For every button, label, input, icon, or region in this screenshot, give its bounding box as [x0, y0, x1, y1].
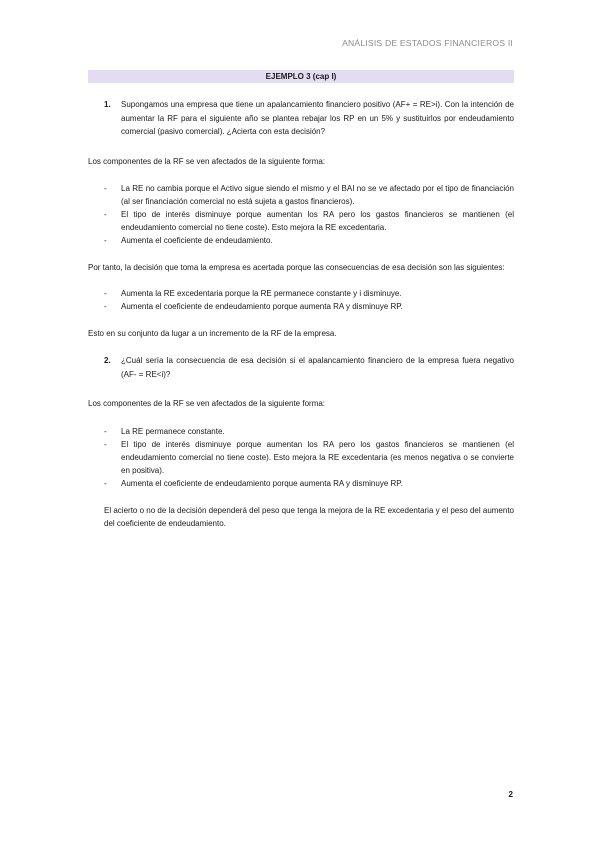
question-2-number: 2.: [104, 356, 111, 365]
answer-1-conclusion-list: [88, 287, 514, 313]
list-item: - Aumenta el coeficiente de endeudamiento porque aumenta RA y disminuye RP.: [104, 301, 403, 311]
answer-1-summary: Esto en su conjunto da lugar a un incremento de la RF de la empresa.: [88, 328, 337, 338]
list-item: - La RE no cambia porque el Activo sigue siendo el mismo y el BAI no se ve afectado por el tipo de financiación (al ser financiación comercial no está sujeta a gastos financieros).: [104, 184, 514, 206]
list-item: - Aumenta el coeficiente de endeudamiento.: [104, 236, 273, 245]
answer-2-bullet-list: [88, 425, 514, 490]
list-item: - Aumenta la RE excedentaria porque la RE permanece constante y i disminuye.: [104, 288, 402, 298]
question-2: [104, 354, 514, 381]
page-content: [88, 70, 514, 531]
list-item: - El tipo de interés disminuye porque aumentan los RA pero los gastos financieros se mantienen (el endeudamiento comercial no tiene coste). Esto mejora la RE excedentaria.: [104, 210, 514, 232]
list-item: - La RE permanece constante.: [104, 426, 225, 436]
question-1-text: Supongamos una empresa que tiene un apalancamiento financiero positivo (AF+ = RE>i). Con la intención de aumentar la RF para el siguiente año se plantea rebajar los RP en un 5% y sustituirlos por endeudamiento comercial (pasivo comercial). ¿Acierta con esta decisión?: [121, 100, 514, 136]
document-header: ANÁLISIS DE ESTADOS FINANCIEROS II: [342, 38, 513, 48]
list-item: - Aumenta el coeficiente de endeudamiento porque aumenta RA y disminuye RP.: [104, 478, 403, 488]
answer-2-closing: El acierto o no de la decisión dependerá del peso que tenga la mejora de la RE excedentaria y el peso del aumento del coeficiente de endeudamiento.: [104, 505, 514, 528]
list-item: - El tipo de interés disminuye porque aumentan los RA pero los gastos financieros se mantienen (el endeudamiento comercial no tiene coste). Esto mejora la RE excedentaria (es menos negativa o se convierte en positiva).: [104, 439, 514, 475]
page-number: 2: [508, 790, 513, 799]
answer-1-bullet-list: [88, 182, 514, 247]
question-1-number: 1.: [104, 100, 111, 109]
answer-2-intro: Los componentes de la RF se ven afectados de la siguiente forma:: [88, 399, 326, 408]
question-1: [104, 98, 514, 139]
question-2-text: ¿Cuál sería la consecuencia de esa decisión si el apalancamiento financiero de la empresa fuera negativo (AF- = RE<i)?: [121, 356, 514, 379]
example-title-banner: EJEMPLO 3 (cap I): [88, 70, 514, 83]
answer-1-conclusion: Por tanto, la decisión que toma la empresa es acertada porque las consecuencias de esa decisión son las siguientes:: [88, 263, 505, 272]
answer-1-intro: Los componentes de la RF se ven afectados de la siguiente forma:: [88, 156, 326, 166]
